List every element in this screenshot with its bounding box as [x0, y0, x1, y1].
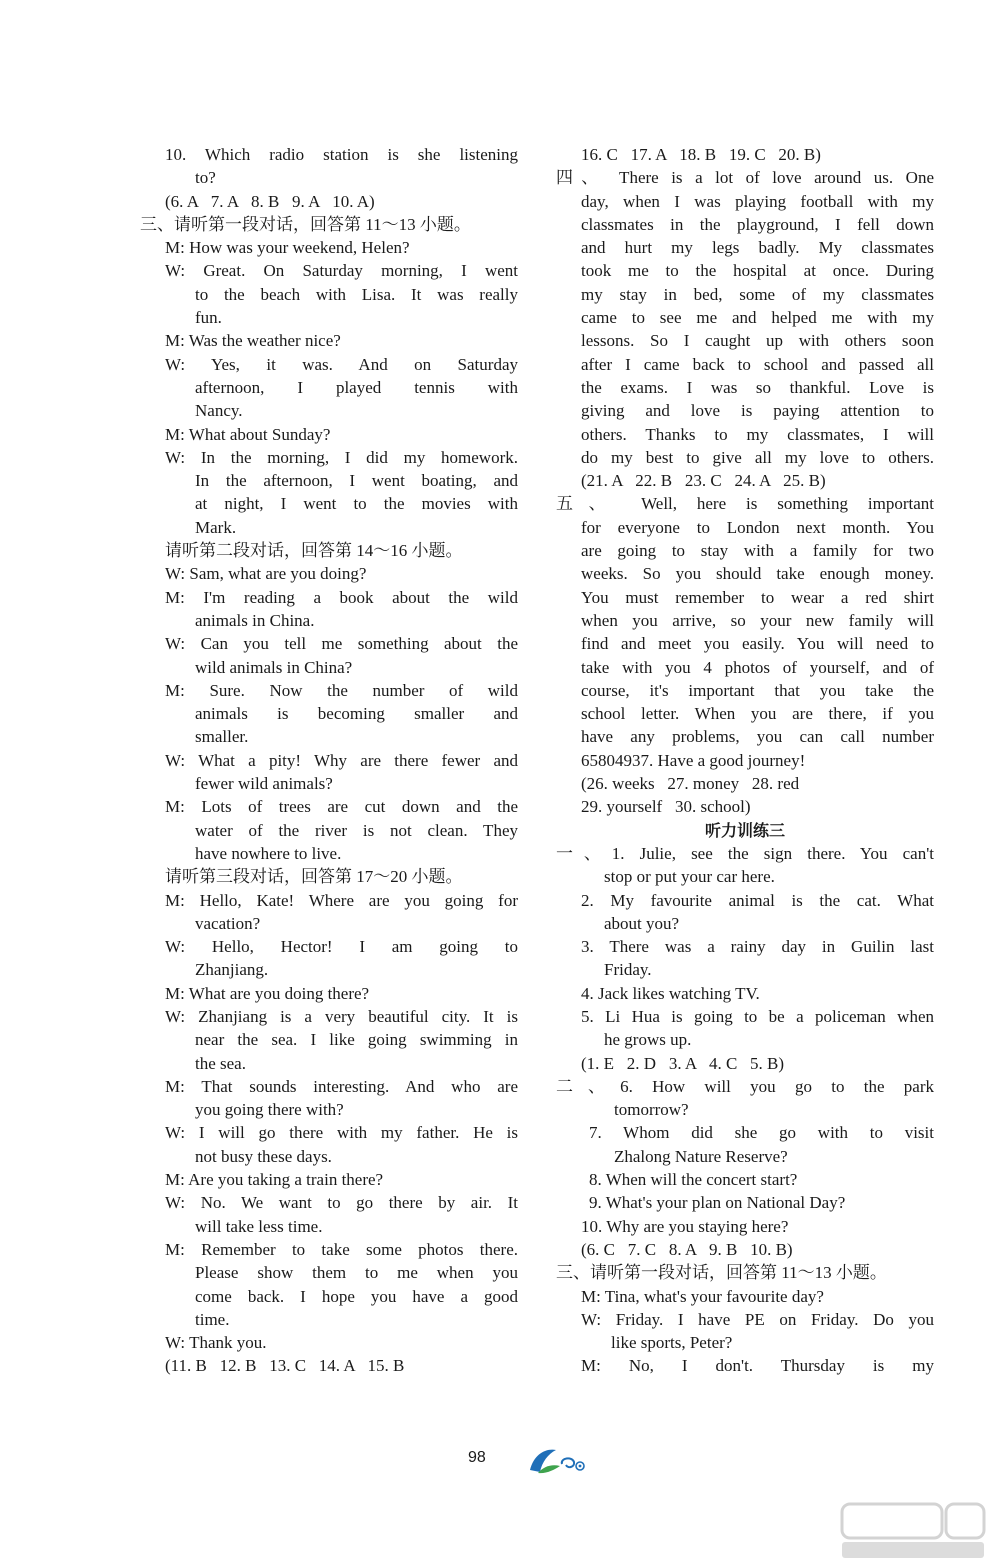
- right-column-line: 9. What's your plan on National Day?: [589, 1193, 846, 1213]
- left-column-line: (6. A 7. A 8. B 9. A 10. A): [165, 191, 375, 211]
- right-column-line: M: Tina, what's your favourite day?: [581, 1286, 824, 1306]
- left-column-line: W: No. We want to go there by air. It: [165, 1193, 518, 1213]
- right-column-line: day, when I was playing football with my: [581, 191, 934, 211]
- left-column-line: animals in China.: [195, 610, 315, 630]
- right-column-line: 10. Why are you staying here?: [581, 1216, 789, 1236]
- left-column-line: time.: [195, 1309, 230, 1329]
- left-column-line: M: Hello, Kate! Where are you going for: [165, 890, 518, 910]
- left-column-line: (11. B 12. B 13. C 14. A 15. B: [165, 1356, 405, 1376]
- right-column-line: like sports, Peter?: [611, 1333, 733, 1353]
- right-column-line: 7. Whom did she go with to visit: [589, 1123, 934, 1143]
- left-column-line: not busy these days.: [195, 1146, 332, 1166]
- right-column-line: giving and love is paying attention to: [581, 401, 934, 421]
- right-column-line: 65804937. Have a good journey!: [581, 750, 806, 770]
- left-column-line: vacation?: [195, 913, 261, 933]
- left-column-line: animals is becoming smaller and: [195, 704, 518, 724]
- left-column-line: In the afternoon, I went boating, and: [195, 471, 518, 491]
- left-column-line: smaller.: [195, 727, 249, 747]
- left-column-line: to the beach with Lisa. It was really: [195, 284, 518, 304]
- right-column-line: 四、 There is a lot of love around us. One: [556, 168, 934, 188]
- right-column-line: (6. C 7. C 8. A 9. B 10. B): [581, 1239, 793, 1259]
- right-column-line: 5. Li Hua is going to be a policeman when: [581, 1006, 934, 1026]
- left-column-line: Please show them to me when you: [195, 1263, 518, 1283]
- left-column-line: W: Sam, what are you doing?: [165, 564, 367, 584]
- right-column-line: classmates in the playground, I fell down: [581, 214, 934, 234]
- right-column-line: 二、6. How will you go to the park: [556, 1076, 934, 1096]
- left-column-line: have nowhere to live.: [195, 843, 342, 863]
- right-column-line: he grows up.: [604, 1030, 692, 1050]
- left-column-line: 10. Which radio station is she listening: [165, 145, 518, 164]
- right-column-line: for everyone to London next month. You: [581, 517, 934, 537]
- left-column-line: M: I'm reading a book about the wild: [165, 587, 518, 607]
- left-column-line: M: What about Sunday?: [165, 424, 331, 444]
- left-column-line: W: I will go there with my father. He is: [165, 1123, 518, 1143]
- right-column-line: 五、 Well, here is something important: [556, 494, 934, 514]
- left-column-line: W: Can you tell me something about the: [165, 634, 518, 654]
- left-column-line: Nancy.: [195, 401, 243, 421]
- left-column-line: W: What a pity! Why are there fewer and: [165, 750, 518, 770]
- left-column-line: M: Lots of trees are cut down and the: [165, 797, 518, 817]
- left-column-line: W: Great. On Saturday morning, I went: [165, 261, 518, 281]
- right-column-line: W: Friday. I have PE on Friday. Do you: [581, 1309, 934, 1329]
- right-column-line: 听力训练三: [704, 820, 785, 840]
- left-column-line: afternoon, I played tennis with: [195, 377, 518, 397]
- left-column-line: come back. I hope you have a good: [195, 1286, 518, 1306]
- left-column-line: M: That sounds interesting. And who are: [165, 1076, 518, 1096]
- right-column-line: Zhalong Nature Reserve?: [614, 1146, 788, 1166]
- page-number: 98: [468, 1449, 486, 1466]
- right-column-line: tomorrow?: [614, 1100, 689, 1120]
- left-column-line: W: In the morning, I did my homework.: [165, 447, 518, 467]
- right-column-line: about you?: [604, 913, 680, 933]
- right-column-line: 4. Jack likes watching TV.: [581, 983, 760, 1003]
- right-column-line: after I came back to school and passed all: [581, 354, 934, 374]
- right-column-line: (21. A 22. B 23. C 24. A 25. B): [581, 471, 826, 491]
- left-column-line: at night, I went to the movies with: [195, 494, 518, 514]
- right-column-line: have any problems, you can call number: [581, 727, 934, 747]
- left-column-line: M: Sure. Now the number of wild: [165, 680, 518, 700]
- left-column: [140, 143, 518, 1378]
- right-column-line: 一、1. Julie, see the sign there. You can't: [556, 843, 934, 863]
- right-column-line: find and meet you easily. You will need to: [581, 634, 934, 654]
- right-column-line: do my best to give all my love to others.: [581, 447, 934, 467]
- right-column-line: weeks. So you should take enough money.: [581, 564, 934, 584]
- left-column-line: fun.: [195, 308, 222, 328]
- left-column-line: fewer wild animals?: [195, 774, 333, 794]
- right-column-line: my stay in bed, some of my classmates: [581, 284, 934, 304]
- right-column-line: 三、请听第一段对话，回答第 11～13 小题。: [556, 1263, 887, 1283]
- left-column-line: W: Hello, Hector! I am going to: [165, 937, 518, 957]
- right-column-line: when you arrive, so your new family will: [581, 610, 934, 630]
- right-column-line: the exams. I was so thankful. Love is: [581, 377, 934, 397]
- right-column-line: 2. My favourite animal is the cat. What: [581, 890, 934, 910]
- right-column-line: 29. yourself 30. school): [581, 797, 751, 817]
- right-column-line: You must remember to wear a red shirt: [581, 587, 934, 607]
- right-column-line: Friday.: [604, 960, 652, 980]
- left-column-line: W: Yes, it was. And on Saturday: [165, 354, 518, 374]
- left-column-line: 请听第二段对话，回答第 14～16 小题。: [165, 541, 463, 561]
- left-column-line: 三、请听第一段对话，回答第 11～13 小题。: [140, 214, 471, 234]
- right-column-line: and hurt my legs badly. My classmates: [581, 238, 934, 258]
- right-column-line: 3. There was a rainy day in Guilin last: [581, 937, 934, 957]
- right-column-line: stop or put your car here.: [604, 867, 775, 887]
- right-column-line: (1. E 2. D 3. A 4. C 5. B): [581, 1053, 785, 1073]
- left-column-line: M: Was the weather nice?: [165, 331, 341, 351]
- right-column-line: course, it's important that you take the: [581, 680, 934, 700]
- right-column-line: 8. When will the concert start?: [589, 1170, 798, 1190]
- left-column-line: Zhanjiang.: [195, 960, 269, 980]
- left-column-line: M: How was your weekend, Helen?: [165, 238, 410, 258]
- left-column-line: M: Remember to take some photos there.: [165, 1239, 518, 1259]
- left-column-line: will take less time.: [195, 1216, 323, 1236]
- right-column-line: 16. C 17. A 18. B 19. C 20. B): [581, 145, 821, 164]
- watermark-logo-icon: [838, 1500, 988, 1560]
- left-column-line: near the sea. I like going swimming in: [195, 1030, 518, 1050]
- right-column-line: others. Thanks to my classmates, I will: [581, 424, 934, 444]
- right-column-line: school letter. When you are there, if you: [581, 704, 934, 724]
- left-column-line: M: Are you taking a train there?: [165, 1170, 384, 1190]
- left-column-line: you going there with?: [195, 1100, 344, 1120]
- left-column-line: W: Thank you.: [165, 1333, 267, 1353]
- left-column-line: the sea.: [195, 1053, 246, 1073]
- right-column-line: M: No, I don't. Thursday is my: [581, 1356, 934, 1376]
- left-column-line: 请听第三段对话，回答第 17～20 小题。: [165, 867, 463, 887]
- left-column-line: Mark.: [195, 517, 237, 537]
- right-column-line: (26. weeks 27. money 28. red: [581, 774, 800, 794]
- right-column-line: take with you 4 photos of yourself, and of: [581, 657, 934, 677]
- right-column-line: took me to the hospital at once. During: [581, 261, 934, 281]
- right-column-line: came to see me and helped me with my: [581, 308, 934, 328]
- leaf-swirl-logo-icon: [520, 1440, 620, 1480]
- right-column: [556, 143, 934, 1378]
- left-column-line: M: What are you doing there?: [165, 983, 370, 1003]
- left-column-line: wild animals in China?: [195, 657, 353, 677]
- left-column-line: water of the river is not clean. They: [195, 820, 518, 840]
- left-column-line: to?: [195, 168, 216, 188]
- right-column-line: are going to stay with a family for two: [581, 541, 934, 561]
- right-column-line: lessons. So I caught up with others soon: [581, 331, 934, 351]
- left-column-line: W: Zhanjiang is a very beautiful city. It is: [165, 1006, 518, 1026]
